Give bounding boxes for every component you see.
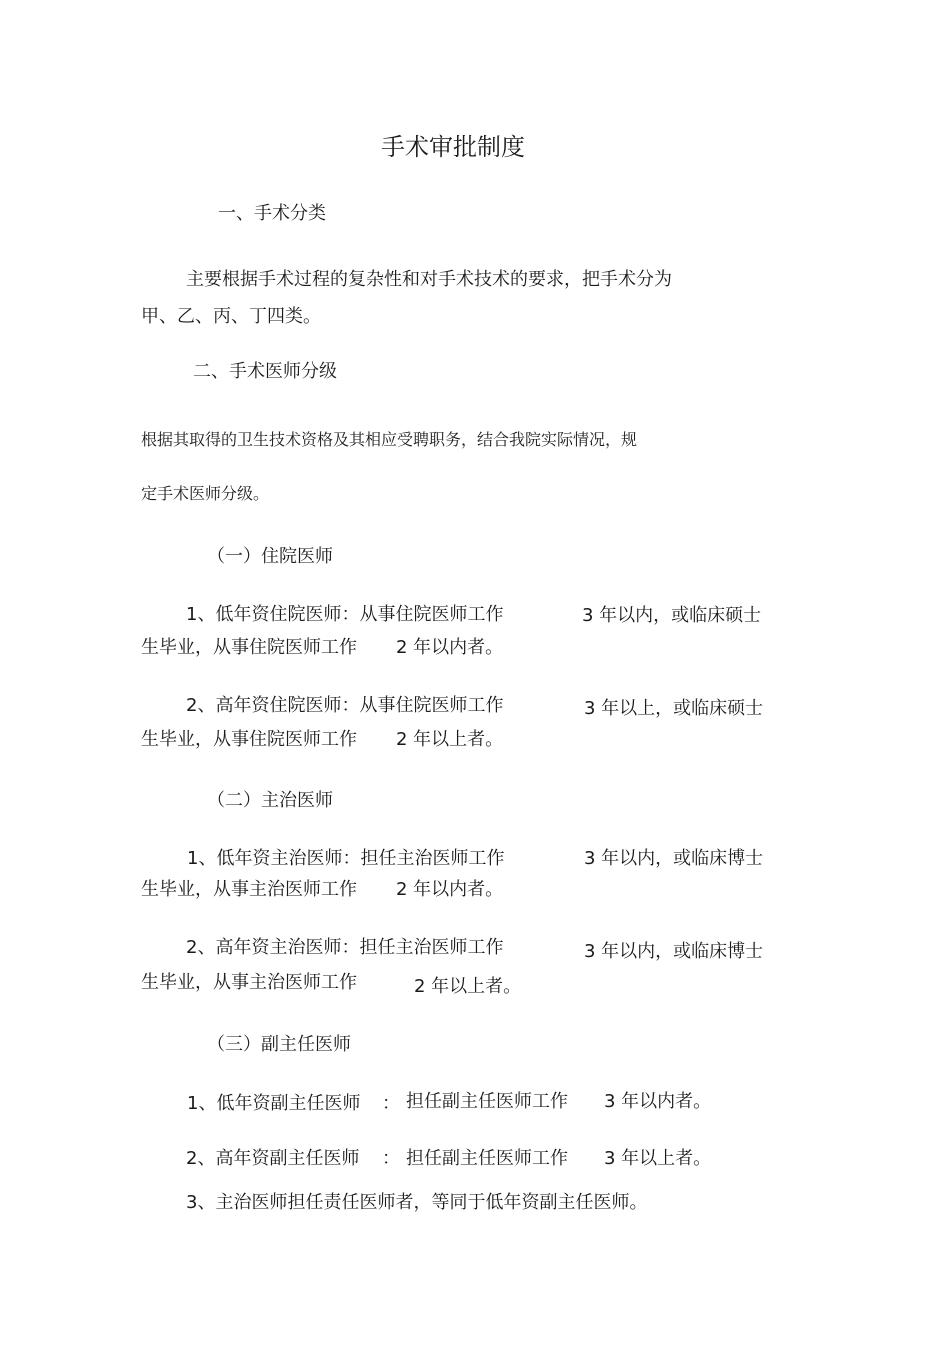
paragraph-line: 根据其取得的卫生技术资格及其相应受聘职务，结合我院实际情况，规 bbox=[141, 430, 638, 449]
item-text: 3 年以内，或临床硕士 bbox=[582, 605, 762, 626]
item-text: 3、主治医师担任责任医师者，等同于低年资副主任医师。 bbox=[186, 1192, 648, 1213]
item-text: 担任副主任医师工作 bbox=[406, 1091, 568, 1112]
paragraph-line: 甲、乙、丙、丁四类。 bbox=[141, 306, 321, 327]
item-text: 3 年以内者。 bbox=[604, 1091, 712, 1112]
item-text: 担任副主任医师工作 bbox=[406, 1148, 568, 1169]
item-text: 2、高年资住院医师：从事住院医师工作 bbox=[186, 695, 504, 716]
item-text: 3 年以上，或临床硕士 bbox=[584, 698, 764, 719]
item-text: 2 年以上者。 bbox=[396, 729, 504, 750]
section-heading-surgery-classification: 一、手术分类 bbox=[218, 203, 326, 224]
paragraph-line: 定手术医师分级。 bbox=[141, 484, 270, 503]
item-separator: ： bbox=[382, 1148, 400, 1169]
item-text: 1、低年资住院医师：从事住院医师工作 bbox=[186, 604, 504, 625]
paragraph-line: 主要根据手术过程的复杂性和对手术技术的要求，把手术分为 bbox=[186, 269, 672, 290]
item-text: 2、高年资主治医师：担任主治医师工作 bbox=[186, 937, 504, 958]
item-text: 2、高年资副主任医师 bbox=[186, 1148, 360, 1169]
item-text: 2 年以上者。 bbox=[414, 976, 522, 997]
item-text: 1、低年资副主任医师 bbox=[187, 1093, 361, 1114]
item-text: 3 年以内，或临床博士 bbox=[584, 848, 764, 869]
item-text: 3 年以内，或临床博士 bbox=[584, 941, 764, 962]
item-text: 1、低年资主治医师：担任主治医师工作 bbox=[187, 848, 505, 869]
page-title: 手术审批制度 bbox=[381, 133, 525, 161]
item-text: 生毕业，从事主治医师工作 bbox=[141, 879, 357, 900]
item-text: 生毕业，从事住院医师工作 bbox=[141, 637, 357, 658]
section-heading-surgeon-grading: 二、手术医师分级 bbox=[193, 361, 337, 382]
item-text: 2 年以内者。 bbox=[396, 879, 504, 900]
subsection-heading-resident: （一）住院医师 bbox=[207, 546, 333, 567]
subsection-heading-attending: （二）主治医师 bbox=[207, 790, 333, 811]
item-separator: ： bbox=[382, 1093, 400, 1114]
item-text: 2 年以内者。 bbox=[396, 637, 504, 658]
item-text: 3 年以上者。 bbox=[604, 1148, 712, 1169]
subsection-heading-associate-chief: （三）副主任医师 bbox=[207, 1034, 351, 1055]
item-text: 生毕业，从事住院医师工作 bbox=[141, 729, 357, 750]
item-text: 生毕业，从事主治医师工作 bbox=[141, 972, 357, 993]
